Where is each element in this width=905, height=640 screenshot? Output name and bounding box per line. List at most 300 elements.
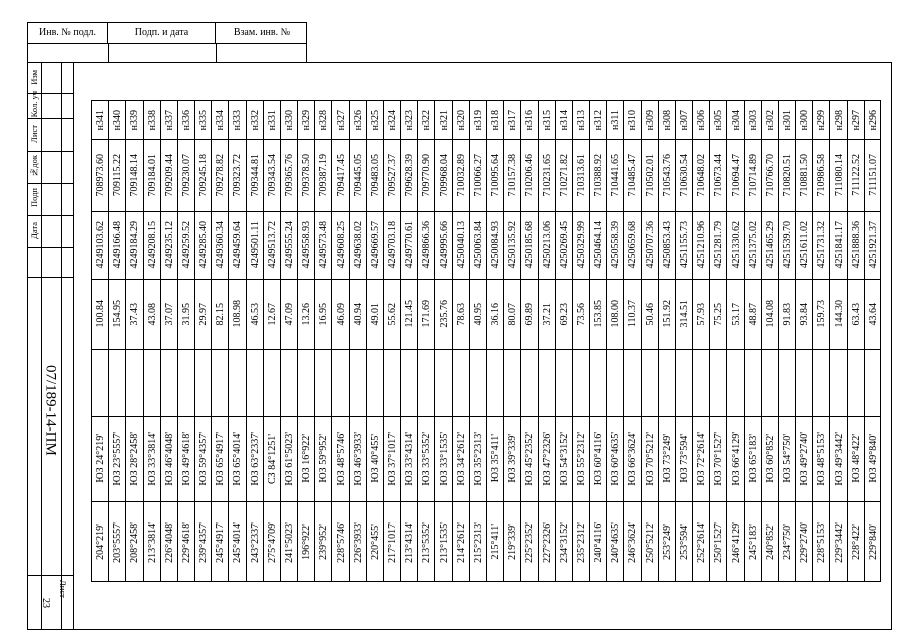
- table-cell: 69.23: [558, 302, 570, 326]
- table-cell: ЮЗ 66°4129': [730, 431, 742, 486]
- table-cell: н313: [575, 109, 587, 131]
- table-cell: 108.00: [610, 300, 622, 328]
- table-cell: 226°3933': [352, 521, 364, 563]
- table-cell: 37.21: [541, 302, 553, 326]
- table-cell: 229°2740': [799, 521, 811, 563]
- table-cell: 43.64: [867, 302, 879, 326]
- table-cell: 711080.14: [833, 153, 845, 197]
- replacement-inventory-header: Взам. инв. №: [233, 27, 291, 38]
- table-cell: 4250329.99: [575, 221, 587, 269]
- table-cell: 710485.47: [627, 153, 639, 197]
- table-cell: 4249555.24: [283, 221, 295, 269]
- table-cell: 144.30: [833, 300, 845, 328]
- table-cell: н331: [266, 109, 278, 131]
- table-cell: 710502.01: [644, 153, 656, 197]
- table-cell: ЮЗ 73°249': [661, 434, 673, 483]
- table-cell: ЮЗ 46°3933': [352, 431, 364, 486]
- table-cell: н338: [146, 109, 158, 131]
- table-row: [281, 101, 298, 581]
- table-cell: 709115.22: [112, 153, 124, 197]
- table-cell: 50.46: [644, 302, 656, 326]
- table-cell: ЮЗ 66°3624': [627, 431, 639, 486]
- table-cell: н296: [867, 109, 879, 131]
- table-cell: 4249573.48: [318, 221, 330, 269]
- table-cell: 314.51: [678, 300, 690, 328]
- table-cell: 151.92: [661, 300, 673, 328]
- inventory-stamp: [27, 22, 307, 62]
- table-cell: ЮЗ 33°4314': [404, 431, 416, 486]
- table-row: [487, 101, 504, 581]
- table-cell: ЮЗ 72°2614': [696, 431, 708, 486]
- table-cell: 709483.05: [369, 153, 381, 197]
- table-cell: 57.93: [696, 302, 708, 326]
- table-cell: 709184.01: [146, 153, 158, 197]
- table-row: [315, 101, 332, 581]
- table-row: [229, 101, 246, 581]
- table-cell: 100.84: [95, 300, 107, 328]
- table-cell: 229°4618': [180, 521, 192, 563]
- table-cell: 252°2614': [696, 521, 708, 563]
- table-row: [745, 101, 762, 581]
- table-cell: 215°411': [490, 524, 502, 560]
- table-cell: н341: [95, 109, 107, 131]
- table-cell: 709387.19: [318, 153, 330, 197]
- table-cell: 710441.65: [610, 153, 622, 197]
- table-cell: 708973.60: [95, 153, 107, 197]
- table-cell: н315: [541, 109, 553, 131]
- table-cell: ЮЗ 28°2458': [129, 431, 141, 486]
- table-cell: 213°3814': [146, 521, 158, 563]
- table-cell: 709343.54: [266, 153, 278, 197]
- signature-date-header: Подп. и дата: [108, 23, 216, 43]
- table-cell: 4250853.43: [661, 221, 673, 269]
- table-cell: 4249703.18: [387, 221, 399, 269]
- table-cell: 4249259.52: [180, 221, 192, 269]
- table-cell: 240°852': [764, 524, 776, 560]
- table-cell: ЮЗ 23°5557': [112, 431, 124, 486]
- table-cell: 4249360.34: [215, 221, 227, 269]
- table-cell: 243°2337': [249, 521, 261, 563]
- table-cell: 4251841.17: [833, 221, 845, 269]
- table-cell: 73.56: [575, 302, 587, 326]
- table-cell: н325: [369, 109, 381, 131]
- table-cell: 245°183': [747, 524, 759, 560]
- table-cell: 709527.37: [387, 153, 399, 197]
- table-cell: ЮЗ 34°2612': [455, 431, 467, 486]
- table-cell: н323: [404, 109, 416, 131]
- table-cell: 709365.76: [283, 153, 295, 197]
- table-row: [642, 101, 659, 581]
- table-cell: 710066.27: [472, 153, 484, 197]
- table-cell: ЮЗ 45°2352': [524, 431, 536, 486]
- table-cell: н330: [283, 109, 295, 131]
- table-cell: ЮЗ 39°339': [507, 434, 519, 483]
- table-cell: 4250040.13: [455, 221, 467, 269]
- table-cell: 709378.50: [301, 153, 313, 197]
- table-cell: 4250464.14: [593, 221, 605, 269]
- table-cell: ЮЗ 49°840': [867, 434, 879, 483]
- table-cell: 12.67: [266, 302, 278, 326]
- table-cell: 208°2458': [129, 521, 141, 563]
- table-cell: 48.87: [747, 302, 759, 326]
- table-cell: н333: [232, 109, 244, 131]
- table-row: [109, 101, 126, 581]
- table-cell: 53.17: [730, 302, 742, 326]
- table-row: [659, 101, 676, 581]
- table-cell: н339: [129, 109, 141, 131]
- table-cell: 246°4129': [730, 521, 742, 563]
- table-row: [161, 101, 178, 581]
- table-cell: 710630.54: [678, 153, 690, 197]
- table-cell: СЗ 84°1251': [266, 433, 278, 484]
- table-cell: 110.37: [627, 300, 639, 328]
- label-kol-uch: Кол. уч: [28, 91, 39, 118]
- table-cell: 4249669.57: [369, 221, 381, 269]
- table-cell: 709770.90: [421, 153, 433, 197]
- table-row: [367, 101, 384, 581]
- table-cell: н307: [678, 109, 690, 131]
- table-cell: н319: [472, 109, 484, 131]
- table-cell: 217°1017': [387, 521, 399, 563]
- table-cell: 40.94: [352, 302, 364, 326]
- table-cell: 220°455': [369, 524, 381, 560]
- table-cell: 709278.82: [215, 153, 227, 197]
- table-row: [848, 101, 865, 581]
- table-cell: ЮЗ 35°411': [490, 434, 502, 483]
- table-row: [401, 101, 418, 581]
- table-cell: ЮЗ 54°3152': [558, 431, 570, 486]
- table-cell: н317: [507, 109, 519, 131]
- table-cell: н334: [215, 109, 227, 131]
- table-cell: ЮЗ 35°2313': [472, 431, 484, 486]
- table-row: [126, 101, 143, 581]
- table-cell: н340: [112, 109, 124, 131]
- table-cell: 229°840': [867, 524, 879, 560]
- table-row: [504, 101, 521, 581]
- table-cell: 4249608.25: [335, 221, 347, 269]
- table-cell: 40.95: [472, 302, 484, 326]
- table-row: [332, 101, 349, 581]
- table-cell: 234°750': [782, 524, 794, 560]
- table-cell: ЮЗ 48°422': [850, 434, 862, 483]
- table-cell: н336: [180, 109, 192, 131]
- table-cell: 49.01: [369, 302, 381, 326]
- table-cell: 36.16: [490, 302, 502, 326]
- table-cell: 4249103.62: [95, 221, 107, 269]
- table-cell: 228°422': [850, 524, 862, 560]
- table-cell: 245°4014': [232, 521, 244, 563]
- table-cell: 108.98: [232, 300, 244, 328]
- table-cell: 4250084.93: [490, 221, 502, 269]
- table-cell: 215°2313': [472, 521, 484, 563]
- table-cell: 711151.07: [867, 154, 879, 196]
- table-cell: 711122.52: [850, 154, 862, 196]
- table-cell: 710694.47: [730, 153, 742, 197]
- table-row: [676, 101, 693, 581]
- table-cell: н312: [593, 109, 605, 131]
- table-cell: 4251539.70: [782, 221, 794, 269]
- table-cell: ЮЗ 48°5153': [816, 431, 828, 486]
- table-cell: н320: [455, 109, 467, 131]
- table-row: [470, 101, 487, 581]
- label-data: Дата: [28, 221, 39, 239]
- table-cell: 203°5557': [112, 521, 124, 563]
- table-cell: 250°5212': [644, 521, 656, 563]
- table-cell: ЮЗ 49°2740': [799, 431, 811, 486]
- table-cell: 4249166.48: [112, 221, 124, 269]
- table-cell: н306: [696, 109, 708, 131]
- table-cell: 104.08: [764, 300, 776, 328]
- table-row: [521, 101, 538, 581]
- table-cell: 4249513.72: [266, 221, 278, 269]
- table-row: [384, 101, 401, 581]
- table-cell: 225°2352': [524, 521, 536, 563]
- table-cell: 4249638.02: [352, 221, 364, 269]
- table-cell: 709445.05: [352, 153, 364, 197]
- table-cell: 228°5153': [816, 521, 828, 563]
- table-cell: 4249208.15: [146, 221, 158, 269]
- table-cell: 4251155.73: [678, 221, 690, 269]
- table-cell: ЮЗ 65°4014': [232, 431, 244, 486]
- table-row: [710, 101, 727, 581]
- table-cell: 710543.76: [661, 153, 673, 197]
- table-cell: 710714.89: [747, 153, 759, 197]
- table-cell: н316: [524, 109, 536, 131]
- table-cell: 245°4917': [215, 521, 227, 563]
- table-cell: ЮЗ 60°4635': [610, 431, 622, 486]
- table-cell: 82.15: [215, 302, 227, 326]
- table-cell: 709968.04: [438, 153, 450, 197]
- table-cell: 241°5023': [283, 521, 295, 563]
- table-row: [779, 101, 796, 581]
- table-cell: 227°2326': [541, 521, 553, 563]
- table-cell: 91.83: [782, 302, 794, 326]
- table-cell: 709417.45: [335, 153, 347, 197]
- table-cell: 710157.38: [507, 153, 519, 197]
- table-cell: 46.09: [335, 302, 347, 326]
- table-cell: 75.25: [713, 302, 725, 326]
- table-cell: н300: [799, 109, 811, 131]
- table-cell: 710032.89: [455, 153, 467, 197]
- table-cell: 93.84: [799, 302, 811, 326]
- table-cell: н303: [747, 109, 759, 131]
- table-cell: 709628.39: [404, 153, 416, 197]
- table-cell: 80.07: [507, 302, 519, 326]
- table-cell: ЮЗ 63°2337': [249, 431, 261, 486]
- table-cell: 55.62: [387, 302, 399, 326]
- table-cell: 4250659.68: [627, 221, 639, 269]
- table-cell: 710820.51: [782, 153, 794, 197]
- table-cell: 4249235.12: [163, 221, 175, 269]
- table-cell: 709344.81: [249, 153, 261, 197]
- table-cell: н324: [387, 109, 399, 131]
- table-cell: 239°952': [318, 524, 330, 560]
- table-cell: 710388.92: [593, 153, 605, 197]
- table-cell: 4250558.39: [610, 221, 622, 269]
- table-cell: 710206.46: [524, 153, 536, 197]
- table-cell: 214°2612': [455, 521, 467, 563]
- table-row: [830, 101, 847, 581]
- table-row: [539, 101, 556, 581]
- coordinate-table: [91, 100, 881, 582]
- table-cell: 159.73: [816, 300, 828, 328]
- table-cell: 4249459.64: [232, 221, 244, 269]
- table-cell: 234°3152': [558, 521, 570, 563]
- table-cell: 154.95: [112, 300, 124, 328]
- table-cell: 4250185.68: [524, 221, 536, 269]
- table-cell: 710881.50: [799, 153, 811, 197]
- table-cell: ЮЗ 48°5746': [335, 431, 347, 486]
- table-cell: 46.53: [249, 302, 261, 326]
- table-cell: н308: [661, 109, 673, 131]
- table-cell: 4250213.06: [541, 221, 553, 269]
- table-cell: н302: [764, 109, 776, 131]
- table-cell: н314: [558, 109, 570, 131]
- table-cell: ЮЗ 60°4116': [593, 431, 605, 486]
- table-row: [556, 101, 573, 581]
- table-cell: ЮЗ 65°4917': [215, 431, 227, 486]
- label-izm: Изм: [28, 69, 39, 85]
- table-cell: 4249866.36: [421, 221, 433, 269]
- table-cell: 37.07: [163, 302, 175, 326]
- table-cell: н305: [713, 109, 725, 131]
- table-cell: н297: [850, 109, 862, 131]
- table-row: [418, 101, 435, 581]
- table-cell: 4250135.92: [507, 221, 519, 269]
- table-row: [178, 101, 195, 581]
- table-cell: 196°922': [301, 524, 313, 560]
- table-cell: н332: [249, 109, 261, 131]
- table-cell: ЮЗ 70°5212': [644, 431, 656, 486]
- table-cell: н328: [318, 109, 330, 131]
- table-cell: 709245.18: [198, 153, 210, 197]
- table-cell: 16.95: [318, 302, 330, 326]
- table-cell: 43.08: [146, 302, 158, 326]
- sheet-label: Лист: [58, 580, 68, 598]
- table-cell: ЮЗ 46°4048': [163, 431, 175, 486]
- table-cell: 235°2312': [575, 521, 587, 563]
- table-cell: 153.85: [593, 300, 605, 328]
- table-row: [92, 101, 109, 581]
- table-cell: 4250269.45: [558, 221, 570, 269]
- table-row: [144, 101, 161, 581]
- table-cell: 4250707.36: [644, 221, 656, 269]
- table-cell: 275°4709': [266, 521, 278, 563]
- label-podp: Подп: [28, 188, 39, 208]
- table-row: [624, 101, 641, 581]
- table-row: [350, 101, 367, 581]
- table-cell: 4249770.61: [404, 221, 416, 269]
- table-cell: 709323.72: [232, 153, 244, 197]
- table-cell: 710313.61: [575, 153, 587, 197]
- table-cell: 63.43: [850, 302, 862, 326]
- table-cell: 239°4357': [198, 521, 210, 563]
- table-cell: 709230.07: [180, 153, 192, 197]
- table-cell: 213°4314': [404, 521, 416, 563]
- table-cell: н335: [198, 109, 210, 131]
- table-cell: 204°219': [95, 524, 107, 560]
- table-cell: 4249184.29: [129, 221, 141, 269]
- table-cell: 37.43: [129, 302, 141, 326]
- table-cell: 710095.64: [490, 153, 502, 197]
- table-cell: 710231.65: [541, 153, 553, 197]
- table-cell: ЮЗ 47°2326': [541, 431, 553, 486]
- table-cell: ЮЗ 40°455': [369, 434, 381, 483]
- table-cell: ЮЗ 61°5023': [283, 431, 295, 486]
- table-cell: 4250063.84: [472, 221, 484, 269]
- table-cell: 13.26: [301, 302, 313, 326]
- table-cell: 229°3442': [833, 521, 845, 563]
- table-cell: 213°5352': [421, 521, 433, 563]
- table-cell: 246°3624': [627, 521, 639, 563]
- table-cell: н327: [335, 109, 347, 131]
- table-cell: 4249558.93: [301, 221, 313, 269]
- table-cell: ЮЗ 37°1017': [387, 431, 399, 486]
- table-cell: 240°4116': [593, 521, 605, 563]
- table-cell: 171.69: [421, 300, 433, 328]
- table-cell: 47.09: [283, 302, 295, 326]
- table-cell: 4249995.66: [438, 221, 450, 269]
- table-cell: н311: [610, 110, 622, 130]
- table-cell: н298: [833, 109, 845, 131]
- table-cell: 710766.70: [764, 153, 776, 197]
- table-cell: 4249501.11: [249, 221, 261, 269]
- table-cell: н304: [730, 109, 742, 131]
- table-cell: ЮЗ 33°1535': [438, 431, 450, 486]
- table-cell: ЮЗ 49°3442': [833, 431, 845, 486]
- table-cell: 213°1535': [438, 521, 450, 563]
- table-cell: ЮЗ 33°5352': [421, 431, 433, 486]
- table-cell: 4251611.02: [799, 221, 811, 269]
- table-row: [298, 101, 315, 581]
- table-cell: 4251210.96: [696, 221, 708, 269]
- table-cell: 4251731.32: [816, 221, 828, 269]
- table-cell: ЮЗ 60°852': [764, 434, 776, 483]
- table-cell: 69.89: [524, 302, 536, 326]
- sheet-number: 23: [40, 598, 51, 608]
- table-cell: н322: [421, 109, 433, 131]
- table-row: [865, 101, 882, 581]
- table-row: [693, 101, 710, 581]
- table-cell: ЮЗ 70°1527': [713, 431, 725, 486]
- table-cell: н310: [627, 109, 639, 131]
- table-cell: н301: [782, 109, 794, 131]
- table-cell: 253°249': [661, 524, 673, 560]
- table-cell: ЮЗ 65°183': [747, 434, 759, 483]
- table-cell: ЮЗ 49°4618': [180, 431, 192, 486]
- table-cell: 121.45: [404, 300, 416, 328]
- table-cell: н337: [163, 109, 175, 131]
- table-row: [762, 101, 779, 581]
- table-cell: н318: [490, 109, 502, 131]
- table-cell: н299: [816, 109, 828, 131]
- table-cell: 78.63: [455, 302, 467, 326]
- table-cell: 709209.44: [163, 153, 175, 197]
- table-cell: 4251375.02: [747, 221, 759, 269]
- table-cell: 250°1527': [713, 521, 725, 563]
- table-row: [727, 101, 744, 581]
- table-row: [264, 101, 281, 581]
- table-cell: ЮЗ 54°750': [782, 434, 794, 483]
- table-cell: 709148.14: [129, 153, 141, 197]
- table-cell: 29.97: [198, 302, 210, 326]
- table-cell: 4251281.79: [713, 221, 725, 269]
- table-cell: 4249285.40: [198, 221, 210, 269]
- table-row: [453, 101, 470, 581]
- table-cell: 240°4635': [610, 521, 622, 563]
- table-cell: н321: [438, 109, 450, 131]
- label-list: Лист: [28, 124, 39, 143]
